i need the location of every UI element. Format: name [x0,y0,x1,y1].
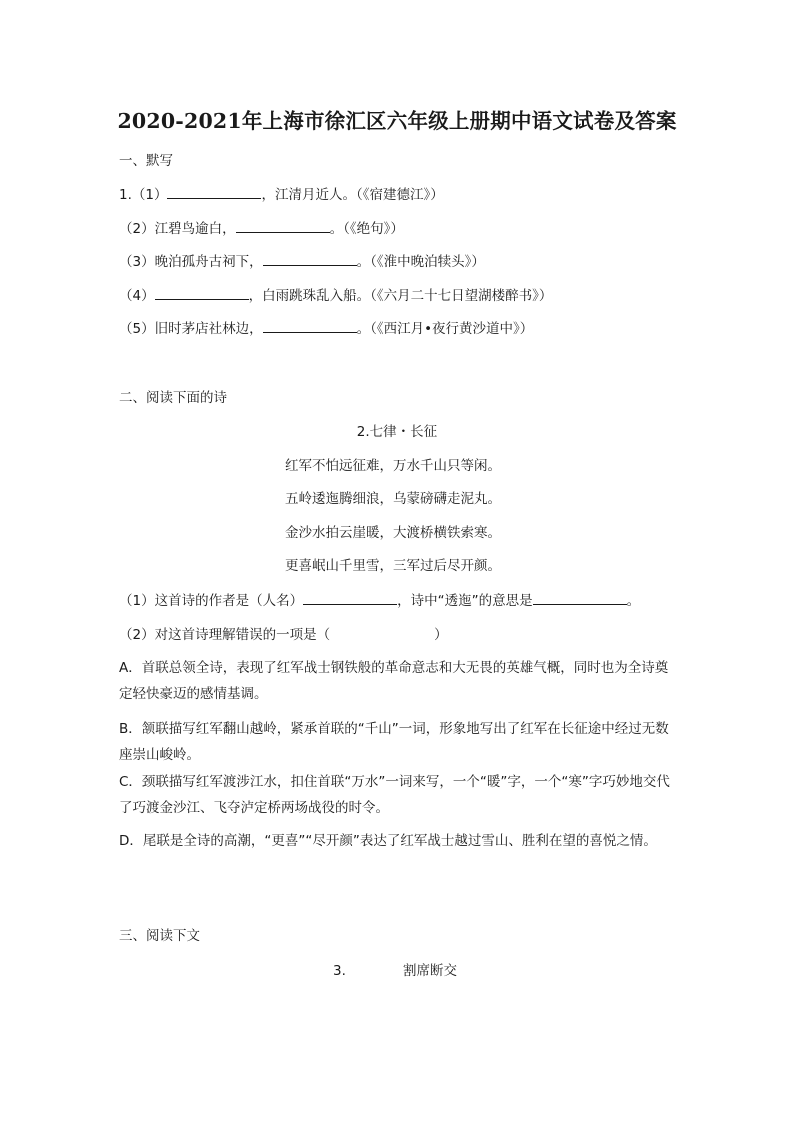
page-title: 2020-2021年上海市徐汇区六年级上册期中语文试卷及答案 [117,109,677,133]
poem-line: 金沙水拍云崖暖，大渡桥横铁索寒。 [285,525,501,541]
poem-title: 2.七律・长征 [356,424,438,440]
text: 。（《绝句》） [329,221,404,237]
option-a: A．首联总领全诗，表现了红军战士钢铁般的革命意志和大无畏的英雄气概，同时也为全诗奠定轻快豪迈的感情基调。 [119,660,669,702]
section-heading-1: 一、默写 [119,153,173,169]
text: （3）晚泊孤舟古祠下， [119,254,263,270]
text: ，诗中“透迤”的意思是 [397,593,533,609]
text: （4） [119,288,155,304]
text: 。（《西江月•夜行黄沙道中》） [356,321,534,337]
answer-blank[interactable] [263,253,357,266]
answer-blank[interactable] [155,287,249,300]
text: ，白雨跳珠乱入船。（《六月二十七日望湖楼醉书》） [248,288,553,304]
question-1-1 [119,186,444,204]
text: 1.（1） [119,187,168,203]
text: （1）这首诗的作者是（人名） [119,593,304,609]
text: 。 [626,593,641,609]
section-heading-3: 三、阅读下文 [119,928,200,944]
passage-title: 割席断交 [403,963,457,979]
text: （2）江碧鸟逾白， [119,221,236,237]
text: ，江清月近人。（《宿建德江》） [261,187,444,203]
answer-blank[interactable] [303,592,397,605]
passage-number: 3. [333,963,346,979]
section-heading-2: 二、阅读下面的诗 [119,390,227,406]
poem-line: 五岭逶迤腾细浪，乌蒙磅礴走泥丸。 [285,491,501,507]
answer-blank[interactable] [236,220,330,233]
question-1-5 [119,320,533,338]
question-1-3 [119,253,485,271]
answer-blank[interactable] [167,186,261,199]
poem-line: 更喜岷山千里雪，三军过后尽开颜。 [285,558,501,574]
text: （2）对这首诗理解错误的一项是（ [119,627,331,643]
answer-blank[interactable] [533,592,627,605]
text: 。（《淮中晚泊犊头》） [356,254,485,270]
poem-line: 红军不怕远征难，万水千山只等闲。 [285,458,501,474]
question-2-2 [119,626,448,644]
option-d: D．尾联是全诗的高潮，“更喜”“尽开颜”表达了红军战士越过雪山、胜利在望的喜悦之情。 [119,833,657,849]
text: （5）旧时茅店社林边， [119,321,263,337]
question-1-2 [119,220,404,238]
question-1-4 [119,287,552,305]
question-2-1 [119,592,640,610]
answer-blank[interactable] [263,320,357,333]
option-c: C．颈联描写红军渡涉江水，扣住首联“万水”一词来写，一个“暖”字，一个“寒”字巧妙地交代了巧渡金沙江、飞夺泸定桥两场战役的时令。 [119,774,670,816]
option-b: B．颔联描写红军翻山越岭，紧承首联的“千山”一词，形象地写出了红军在长征途中经过无数座崇山峻岭。 [119,721,669,763]
text: ） [434,627,448,643]
